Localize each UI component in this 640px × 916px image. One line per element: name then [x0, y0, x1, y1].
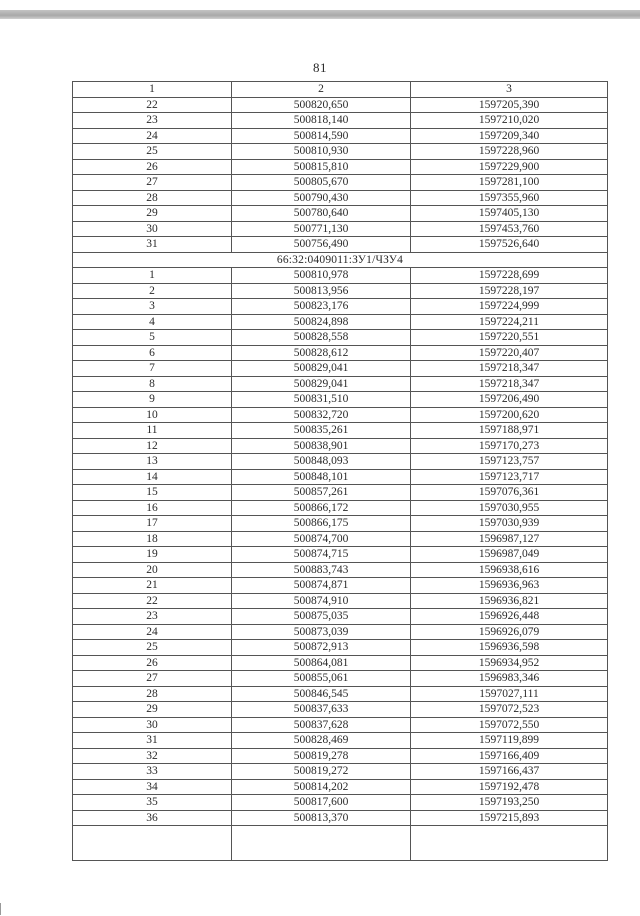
cell-x-coordinate: 500875,035 — [232, 609, 411, 625]
cell-point-number: 28 — [73, 190, 232, 206]
table-row — [73, 516, 608, 532]
cell-y-coordinate: 1597355,960 — [411, 190, 608, 206]
header-cell-point-number: 1 — [73, 82, 232, 98]
cell-point-number: 26 — [73, 655, 232, 671]
cell-point-number: 7 — [73, 361, 232, 377]
cell-y-coordinate: 1596983,346 — [411, 671, 608, 687]
table-row — [73, 97, 608, 113]
scan-edge-mark — [0, 903, 1, 915]
cell-x-coordinate: 500805,670 — [232, 175, 411, 191]
cell-x-coordinate: 500771,130 — [232, 221, 411, 237]
cell-y-coordinate: 1597205,390 — [411, 97, 608, 113]
cell-y-coordinate: 1597229,900 — [411, 159, 608, 175]
cell-y-coordinate: 1597166,409 — [411, 748, 608, 764]
table-row — [73, 128, 608, 144]
cell-x-coordinate: 500846,545 — [232, 686, 411, 702]
cell-x-coordinate: 500824,898 — [232, 314, 411, 330]
table-row — [73, 686, 608, 702]
cell-point-number: 1 — [73, 268, 232, 284]
empty-cell — [232, 826, 411, 861]
cell-y-coordinate: 1596938,616 — [411, 562, 608, 578]
cell-y-coordinate: 1596934,952 — [411, 655, 608, 671]
cell-x-coordinate: 500838,901 — [232, 438, 411, 454]
cell-x-coordinate: 500873,039 — [232, 624, 411, 640]
cell-point-number: 9 — [73, 392, 232, 408]
cell-point-number: 29 — [73, 206, 232, 222]
cell-x-coordinate: 500815,810 — [232, 159, 411, 175]
table-row — [73, 268, 608, 284]
cell-y-coordinate: 1597030,939 — [411, 516, 608, 532]
cell-x-coordinate: 500874,700 — [232, 531, 411, 547]
cell-point-number: 29 — [73, 702, 232, 718]
cell-point-number: 14 — [73, 469, 232, 485]
cell-point-number: 15 — [73, 485, 232, 501]
table-row — [73, 454, 608, 470]
cell-point-number: 34 — [73, 779, 232, 795]
cell-point-number: 23 — [73, 113, 232, 129]
cell-point-number: 17 — [73, 516, 232, 532]
cell-y-coordinate: 1597220,551 — [411, 330, 608, 346]
cell-y-coordinate: 1597281,100 — [411, 175, 608, 191]
scan-edge-strip — [0, 10, 640, 19]
table-row — [73, 733, 608, 749]
header-cell-y: 3 — [411, 82, 608, 98]
table-row — [73, 779, 608, 795]
cell-y-coordinate: 1597224,211 — [411, 314, 608, 330]
cell-x-coordinate: 500828,612 — [232, 345, 411, 361]
table-row — [73, 361, 608, 377]
cell-x-coordinate: 500756,490 — [232, 237, 411, 253]
cell-y-coordinate: 1596936,821 — [411, 593, 608, 609]
cell-x-coordinate: 500819,272 — [232, 764, 411, 780]
empty-trailing-row — [73, 826, 608, 861]
cell-x-coordinate: 500829,041 — [232, 361, 411, 377]
cell-x-coordinate: 500820,650 — [232, 97, 411, 113]
table-row — [73, 795, 608, 811]
cell-x-coordinate: 500817,600 — [232, 795, 411, 811]
cell-x-coordinate: 500780,640 — [232, 206, 411, 222]
table-row — [73, 702, 608, 718]
cell-x-coordinate: 500874,715 — [232, 547, 411, 563]
cell-point-number: 10 — [73, 407, 232, 423]
cell-y-coordinate: 1597119,899 — [411, 733, 608, 749]
table-row — [73, 671, 608, 687]
table-row — [73, 748, 608, 764]
coordinates-table — [72, 81, 608, 861]
cell-y-coordinate: 1597072,550 — [411, 717, 608, 733]
cell-y-coordinate: 1597206,490 — [411, 392, 608, 408]
cell-point-number: 31 — [73, 733, 232, 749]
section-title-row — [73, 252, 608, 268]
cell-point-number: 13 — [73, 454, 232, 470]
cell-y-coordinate: 1597192,478 — [411, 779, 608, 795]
cell-y-coordinate: 1597224,999 — [411, 299, 608, 315]
cell-y-coordinate: 1596926,079 — [411, 624, 608, 640]
cell-y-coordinate: 1597405,130 — [411, 206, 608, 222]
cell-point-number: 27 — [73, 175, 232, 191]
cell-y-coordinate: 1597200,620 — [411, 407, 608, 423]
empty-cell — [73, 826, 232, 861]
table-row — [73, 283, 608, 299]
cell-point-number: 5 — [73, 330, 232, 346]
cell-point-number: 24 — [73, 128, 232, 144]
cell-y-coordinate: 1597123,757 — [411, 454, 608, 470]
cell-point-number: 22 — [73, 97, 232, 113]
cell-point-number: 33 — [73, 764, 232, 780]
cell-y-coordinate: 1596987,127 — [411, 531, 608, 547]
cell-x-coordinate: 500829,041 — [232, 376, 411, 392]
cell-x-coordinate: 500828,558 — [232, 330, 411, 346]
cell-x-coordinate: 500848,101 — [232, 469, 411, 485]
cell-x-coordinate: 500813,956 — [232, 283, 411, 299]
table-row — [73, 330, 608, 346]
table-row — [73, 175, 608, 191]
cell-x-coordinate: 500837,628 — [232, 717, 411, 733]
table-row — [73, 717, 608, 733]
table-row — [73, 562, 608, 578]
cell-x-coordinate: 500857,261 — [232, 485, 411, 501]
table-row — [73, 655, 608, 671]
cell-point-number: 6 — [73, 345, 232, 361]
cell-y-coordinate: 1596936,963 — [411, 578, 608, 594]
cell-y-coordinate: 1596936,598 — [411, 640, 608, 656]
cell-y-coordinate: 1597220,407 — [411, 345, 608, 361]
table-row — [73, 640, 608, 656]
cell-y-coordinate: 1597218,347 — [411, 361, 608, 377]
cell-x-coordinate: 500828,469 — [232, 733, 411, 749]
cell-point-number: 20 — [73, 562, 232, 578]
cell-point-number: 23 — [73, 609, 232, 625]
cell-point-number: 3 — [73, 299, 232, 315]
table-row — [73, 221, 608, 237]
cell-y-coordinate: 1597215,893 — [411, 810, 608, 826]
table-row — [73, 423, 608, 439]
table-row — [73, 485, 608, 501]
cell-point-number: 22 — [73, 593, 232, 609]
cell-x-coordinate: 500832,720 — [232, 407, 411, 423]
cell-point-number: 28 — [73, 686, 232, 702]
cell-y-coordinate: 1596926,448 — [411, 609, 608, 625]
cell-y-coordinate: 1597209,340 — [411, 128, 608, 144]
page-number: 81 — [313, 60, 327, 75]
cell-point-number: 4 — [73, 314, 232, 330]
table-row — [73, 624, 608, 640]
table-row — [73, 190, 608, 206]
cell-y-coordinate: 1597228,699 — [411, 268, 608, 284]
cell-x-coordinate: 500874,871 — [232, 578, 411, 594]
table-row — [73, 438, 608, 454]
cell-y-coordinate: 1597193,250 — [411, 795, 608, 811]
table-row — [73, 500, 608, 516]
cell-y-coordinate: 1597170,273 — [411, 438, 608, 454]
cell-x-coordinate: 500866,175 — [232, 516, 411, 532]
cell-y-coordinate: 1597166,437 — [411, 764, 608, 780]
cell-x-coordinate: 500848,093 — [232, 454, 411, 470]
cell-point-number: 25 — [73, 640, 232, 656]
cell-y-coordinate: 1597076,361 — [411, 485, 608, 501]
cell-x-coordinate: 500810,978 — [232, 268, 411, 284]
cell-x-coordinate: 500818,140 — [232, 113, 411, 129]
cell-point-number: 32 — [73, 748, 232, 764]
table-row — [73, 531, 608, 547]
table-row — [73, 593, 608, 609]
table-header-row — [73, 82, 608, 98]
table-row — [73, 237, 608, 253]
empty-cell — [411, 826, 608, 861]
cell-x-coordinate: 500835,261 — [232, 423, 411, 439]
table-row — [73, 469, 608, 485]
table-row — [73, 345, 608, 361]
cell-point-number: 36 — [73, 810, 232, 826]
cell-x-coordinate: 500814,590 — [232, 128, 411, 144]
cell-x-coordinate: 500855,061 — [232, 671, 411, 687]
cell-x-coordinate: 500823,176 — [232, 299, 411, 315]
cell-point-number: 31 — [73, 237, 232, 253]
cell-y-coordinate: 1597228,197 — [411, 283, 608, 299]
cell-point-number: 35 — [73, 795, 232, 811]
cell-point-number: 12 — [73, 438, 232, 454]
cell-x-coordinate: 500814,202 — [232, 779, 411, 795]
table-row — [73, 609, 608, 625]
cell-x-coordinate: 500883,743 — [232, 562, 411, 578]
cell-y-coordinate: 1597210,020 — [411, 113, 608, 129]
cell-x-coordinate: 500837,633 — [232, 702, 411, 718]
cell-y-coordinate: 1596987,049 — [411, 547, 608, 563]
cell-x-coordinate: 500874,910 — [232, 593, 411, 609]
cell-point-number: 19 — [73, 547, 232, 563]
table-row — [73, 314, 608, 330]
table-row — [73, 547, 608, 563]
cell-y-coordinate: 1597218,347 — [411, 376, 608, 392]
cell-point-number: 18 — [73, 531, 232, 547]
cell-y-coordinate: 1597072,523 — [411, 702, 608, 718]
section-title: 66:32:0409011:ЗУ1/ЧЗУ4 — [73, 252, 608, 268]
cell-y-coordinate: 1597188,971 — [411, 423, 608, 439]
cell-y-coordinate: 1597228,960 — [411, 144, 608, 160]
table-row — [73, 206, 608, 222]
cell-x-coordinate: 500790,430 — [232, 190, 411, 206]
cell-point-number: 30 — [73, 717, 232, 733]
cell-y-coordinate: 1597526,640 — [411, 237, 608, 253]
table-row — [73, 113, 608, 129]
table-row — [73, 764, 608, 780]
cell-y-coordinate: 1597030,955 — [411, 500, 608, 516]
cell-y-coordinate: 1597027,111 — [411, 686, 608, 702]
cell-point-number: 25 — [73, 144, 232, 160]
cell-y-coordinate: 1597123,717 — [411, 469, 608, 485]
cell-x-coordinate: 500810,930 — [232, 144, 411, 160]
cell-point-number: 8 — [73, 376, 232, 392]
cell-x-coordinate: 500866,172 — [232, 500, 411, 516]
table-row — [73, 392, 608, 408]
cell-point-number: 26 — [73, 159, 232, 175]
cell-point-number: 2 — [73, 283, 232, 299]
cell-point-number: 11 — [73, 423, 232, 439]
table-row — [73, 376, 608, 392]
table-row — [73, 578, 608, 594]
cell-point-number: 16 — [73, 500, 232, 516]
table-row — [73, 144, 608, 160]
cell-x-coordinate: 500831,510 — [232, 392, 411, 408]
cell-point-number: 27 — [73, 671, 232, 687]
cell-point-number: 21 — [73, 578, 232, 594]
cell-x-coordinate: 500813,370 — [232, 810, 411, 826]
table-row — [73, 159, 608, 175]
cell-point-number: 24 — [73, 624, 232, 640]
cell-x-coordinate: 500819,278 — [232, 748, 411, 764]
cell-y-coordinate: 1597453,760 — [411, 221, 608, 237]
cell-point-number: 30 — [73, 221, 232, 237]
cell-x-coordinate: 500872,913 — [232, 640, 411, 656]
header-cell-x: 2 — [232, 82, 411, 98]
cell-x-coordinate: 500864,081 — [232, 655, 411, 671]
table-row — [73, 299, 608, 315]
table-row — [73, 810, 608, 826]
table-row — [73, 407, 608, 423]
